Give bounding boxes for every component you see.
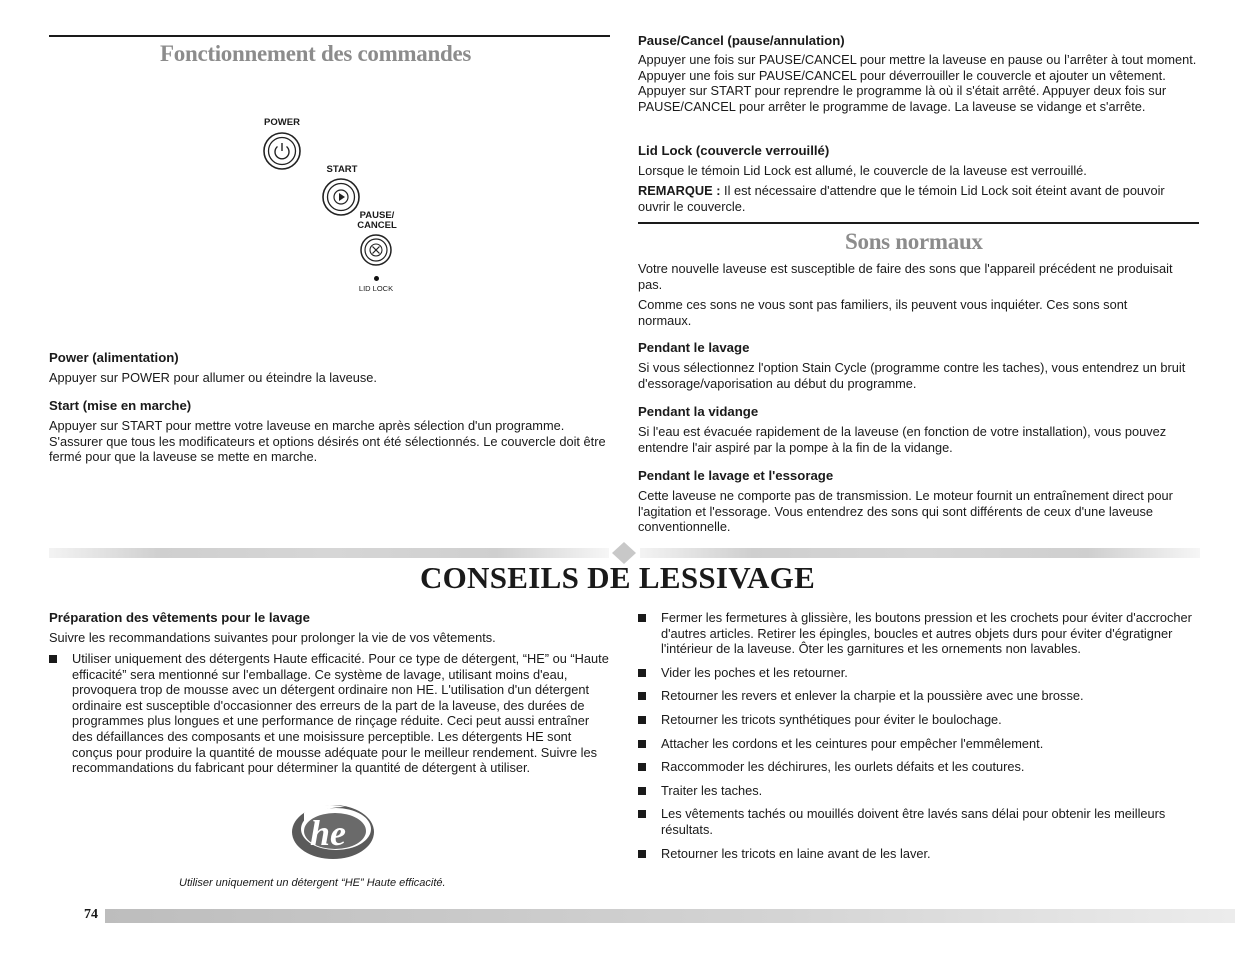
bullet-square-icon [638,716,646,724]
lavage-text: Si vous sélectionnez l'option Stain Cycle (programme contre les taches), vous entendrez un bruit d'essorage/vaporisation au début du programme. [638,360,1186,391]
list-item [638,665,1200,681]
bullet-square-icon [638,763,646,771]
sons-paragraph-2: Comme ces sons ne vous sont pas familiers, ils peuvent vous inquiéter. Ces sons sont normaux. [638,297,1128,328]
bullet-square-icon [638,669,646,677]
list-item-text: Retourner les revers et enlever la charpie et la poussière avec une brosse. [661,688,1084,704]
bullet-square-icon [638,692,646,700]
preparation-heading: Préparation des vêtements pour le lavage [49,610,310,625]
pause-cancel-button-icon [359,233,393,267]
power-text: Appuyer sur POWER pour allumer ou éteindre la laveuse. [49,370,377,385]
list-item-text: Raccommoder les déchirures, les ourlets défaits et les coutures. [661,759,1025,775]
note-label: REMARQUE : [638,183,721,198]
pause-cancel-text: Appuyer une fois sur PAUSE/CANCEL pour mettre la laveuse en pause ou l’arrêter à tout moment. Appuyer une fois sur PAUSE/CANCEL pour déverrouiller le couvercle et ajouter un vêtement. Appuyer sur START pour reprendre le programme là où il s'était arrêté. Appuyer deux fois sur PAUSE/CANCEL pour arrêter le programme de lavage. La laveuse se vidange et s'arrête. [638,52,1197,114]
list-item [638,712,1200,728]
detergent-list [49,651,609,776]
list-item-text: Vider les poches et les retourner. [661,664,848,680]
list-item-text: Les vêtements tachés ou mouillés doivent être lavés sans délai pour obtenir les meilleurs résultats. [661,806,1166,837]
lid-lock-heading: Lid Lock (couvercle verrouillé) [638,143,830,158]
control-panel-diagram [240,112,420,302]
preparation-intro: Suivre les recommandations suivantes pour prolonger la vie de vos vêtements. [49,630,496,645]
list-item-text: Traiter les taches. [661,782,763,798]
list-item [638,610,1200,657]
section-title-sons: Sons normaux [845,229,983,254]
sons-paragraph-1: Votre nouvelle laveuse est susceptible de faire des sons que l'appareil précédent ne produisait pas. [638,261,1173,292]
page-number: 74 [84,907,98,922]
start-text: Appuyer sur START pour mettre votre laveuse en marche après sélection d'un programme. S'assurer que tous les modificateurs et options désirés ont été sélectionnés. Le couvercle doit être fermé pour que la laveuse se mette en marche. [49,418,606,465]
top-left-rule [49,35,610,37]
pause-cancel-heading: Pause/Cancel (pause/annulation) [638,33,845,48]
vidange-heading: Pendant la vidange [638,404,759,419]
list-item: Utiliser uniquement des détergents Haute efficacité. Pour ce type de détergent, “HE” ou “Haute efficacité” sera mentionné sur l'emballage. Ce système de lavage, utilisant moins d'eau, provoquera trop de mousse avec un détergent ordinaire non HE. L'utilisation d'un détergent ordinaire est susceptible d'occasionner des erreurs de la part de la laveuse, des durées de programmes plus longues et une performance de rinçage réduite. Ceci peut aussi entraîner des défaillances des composants et une moisissure perceptible. Les détergents HE sont conçus pour produire la quantité de mousse adéquate pour le meilleur rendement. Suivre les recommandations du fabricant pour déterminer la quantité de détergent à utiliser. [49,651,609,776]
power-button-icon [262,131,302,171]
lavage-heading: Pendant le lavage [638,340,750,355]
bullet-square-icon [638,787,646,795]
essorage-heading: Pendant le lavage et l'essorage [638,468,834,483]
start-label: START [326,164,358,175]
pause-cancel-label: PAUSE/ CANCEL [357,210,397,231]
list-item-text: Attacher les cordons et les ceintures pour empêcher l'emmêlement. [661,735,1044,751]
list-item-text: Fermer les fermetures à glissière, les boutons pression et les crochets pour éviter d'accrocher d'autres articles. Retirer les épingles, boucles et autres objets durs pour éviter d'égratigner l'intérieur de la laveuse. Ôter les garnitures et les ornements non lavables. [661,610,1192,657]
bullet-square-icon [638,614,646,622]
bullet-square-icon [49,655,57,663]
section-title-commandes: Fonctionnement des commandes [160,41,472,66]
list-item [638,846,1200,862]
start-heading: Start (mise en marche) [49,398,192,413]
divider-band-left [49,548,609,558]
lid-lock-label: LID LOCK [358,284,394,293]
divider-band-right [640,548,1200,558]
list-item-text: Retourner les tricots en laine avant de les laver. [661,845,931,861]
power-label: POWER [264,117,300,128]
footer-band [105,909,1235,923]
main-title: CONSEILS DE LESSIVAGE [419,560,816,595]
lid-lock-indicator-icon [374,276,379,281]
list-item [638,736,1200,752]
garment-tips-list [638,610,1200,861]
list-item [638,806,1200,837]
note-text: Il est nécessaire d'attendre que le témoin Lid Lock soit éteint avant de pouvoir ouvrir le couvercle. [638,183,1165,214]
he-caption: Utiliser uniquement un détergent “HE” Haute efficacité. [179,877,446,889]
bullet-square-icon [638,850,646,858]
lid-lock-note [638,183,1200,214]
bullet-square-icon [638,810,646,818]
list-item [638,759,1200,775]
svg-text:he: he [310,813,346,853]
he-logo [290,801,376,863]
lid-lock-text: Lorsque le témoin Lid Lock est allumé, le couvercle de la laveuse est verrouillé. [638,163,1087,178]
list-item [638,783,1200,799]
power-heading: Power (alimentation) [49,350,179,365]
list-item-text: Retourner les tricots synthétiques pour éviter le boulochage. [661,711,1002,727]
vidange-text: Si l'eau est évacuée rapidement de la laveuse (en fonction de votre installation), vous pouvez entendre l'air aspiré par la pompe à la fin de la vidange. [638,424,1167,455]
list-item [638,688,1200,704]
sons-rule [638,222,1199,224]
bullet-square-icon [638,740,646,748]
essorage-text: Cette laveuse ne comporte pas de transmission. Le moteur fournit un entraînement direct pour l'agitation et l'essorage. Vous entendrez des sons qui sont différents de ceux d'une laveuse conventionnelle. [638,488,1173,535]
